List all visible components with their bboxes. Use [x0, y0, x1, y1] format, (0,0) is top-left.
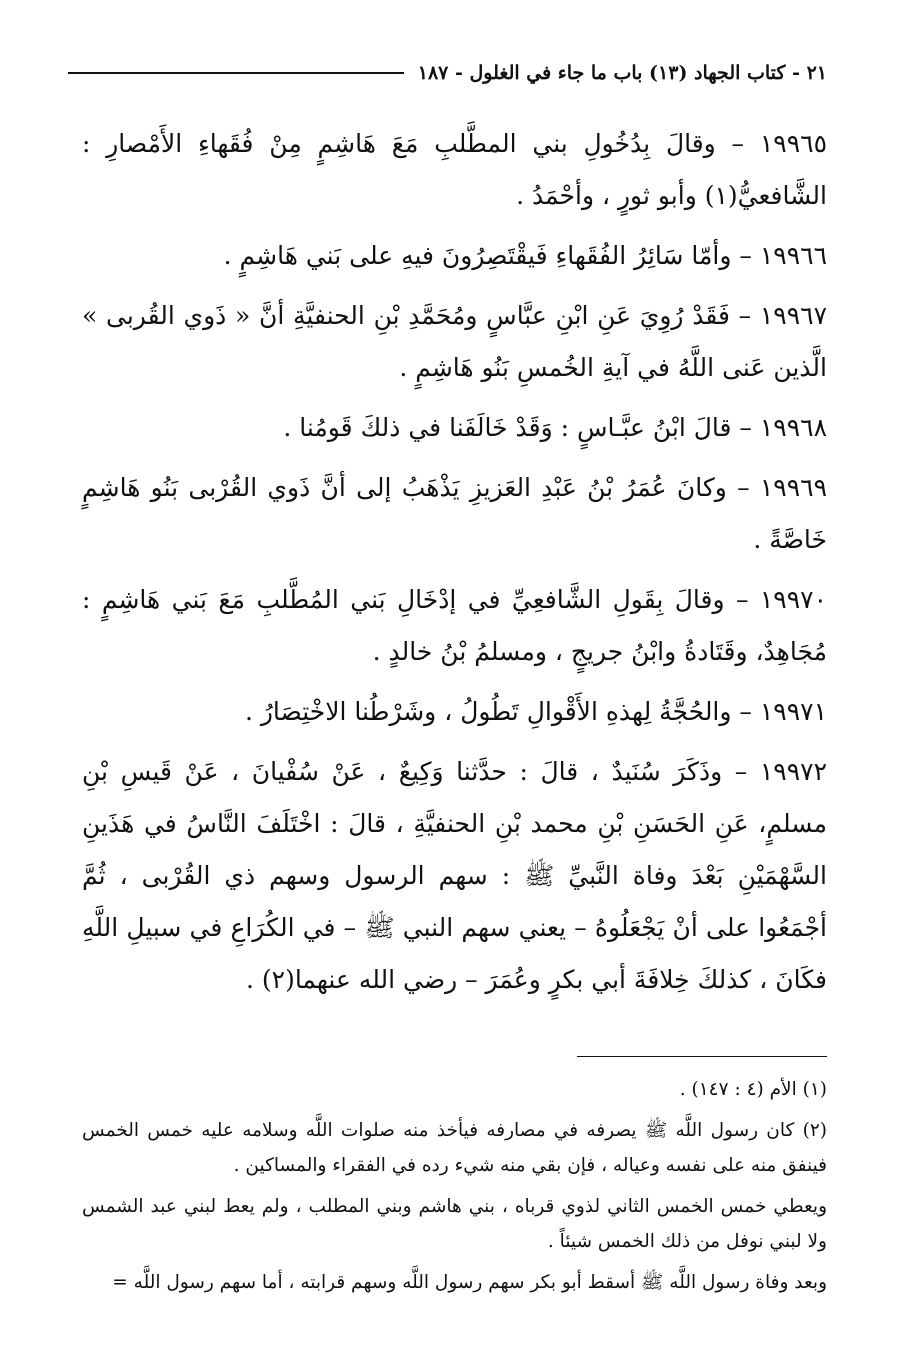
- paragraph-19968: ١٩٩٦٨ – قالَ ابْنُ عبَّـاسٍ : وَقَدْ خَالَفَنا في ذلكَ قَومُنا .: [283, 413, 827, 442]
- paragraph-19970: ١٩٩٧٠ – وقالَ بِقَولِ الشَّافعِيِّ في إدْخَالِ بَني المُطَّلبِ مَعَ بَني هَاشِمٍ : مُجَاهِدٌ، وقَتَادةُ وابْنُ جريجٍ ، ومسلمُ بْنُ خالدٍ .: [82, 585, 827, 666]
- running-title: ٢١ - كتاب الجهاد (١٣) باب ما جاء في الغلول - ١٨٧: [417, 62, 827, 84]
- paragraph-19972: ١٩٩٧٢ – وذَكَرَ سُنَيدٌ ، قالَ : حدَّثنا وَكِيعٌ ، عَنْ سُفْيانَ ، عَنْ قَيسِ بْنِ مسلمٍ، عَنِ الحَسَنِ بْنِ محمد بْنِ الحنفيَّةِ ، قالَ : اخْتَلَفَ النَّاسُ في هَذَينِ السَّهْمَيْنِ بَعْدَ وفاة النَّبيِّ ﷺ : سهم الرسول وسهم ذي القُرْبى ، ثُمَّ أجْمَعُوا على أنْ يَجْعَلُوهُ – يعني سهم النبي ﷺ – في الكُرَاعِ في سبيلِ اللَّهِ فكَانَ ، كذلكَ خِلافَةَ أبي بكرٍ وعُمَرَ – رضي الله عنهما(٢) .: [82, 757, 827, 994]
- main-text: [82, 118, 827, 1006]
- footnote-1: (١) الأم (٤ : ١٤٧) .: [679, 1079, 827, 1100]
- footnote-separator: [577, 1056, 827, 1057]
- header-rule: [68, 72, 404, 74]
- footnote-2-continuation: وبعد وفاة رسول اللَّه ﷺ أسقط أبو بكر سهم رسول اللَّه وسهم قرابته ، أما سهم رسول اللَّه =: [112, 1272, 827, 1293]
- paragraph-19966: ١٩٩٦٦ – وأمّا سَائِرُ الفُقَهاءِ فَيقْتَصِرُونَ فيهِ على بَني هَاشِمٍ .: [223, 241, 827, 270]
- running-header: [68, 56, 827, 90]
- paragraph-19971: ١٩٩٧١ – والحُجَّةُ لِهذهِ الأَقْوالِ تَطُولُ ، وشَرْطُنا الاخْتِصَارُ .: [244, 697, 827, 726]
- paragraph-19969: ١٩٩٦٩ – وكانَ عُمَرُ بْنُ عَبْدِ العَزيزِ يَذْهَبُ إلى أنَّ ذَوي القُرْبى بَنُو هَاشِمٍ خَاصَّةً .: [82, 473, 827, 554]
- footnotes: [82, 1072, 827, 1306]
- footnote-2: (٢) كان رسول اللَّه ﷺ يصرفه في مصارفه فيأخذ منه صلوات اللَّه وسلامه عليه خمس الخمس فينفق منه على نفسه وعياله ، فإن بقي منه شيء رده في الفقراء والمساكين .: [82, 1120, 827, 1176]
- paragraph-19965: ١٩٩٦٥ – وقالَ بِدُخُولِ بني المطَّلبِ مَعَ هَاشِمٍ مِنْ فُقَهاءِ الأَمْصارِ : الشَّافعيُّ(١) وأبو ثورٍ ، وأحْمَدُ .: [82, 129, 827, 210]
- paragraph-19967: ١٩٩٦٧ – فَقَدْ رُوِيَ عَنِ ابْنِ عبَّاسٍ ومُحَمَّدِ بْنِ الحنفيَّةِ أنَّ « ذَوي القُربى » الَّذين عَنى اللَّهُ في آيةِ الخُمسِ بَنُو هَاشِمٍ .: [82, 301, 827, 382]
- footnote-2-continuation: ويعطي خمس الخمس الثاني لذوي قرباه ، بني هاشم وبني المطلب ، ولم يعط لبني عبد الشمس ولا لبني نوفل من ذلك الخمس شيئاً .: [82, 1196, 827, 1252]
